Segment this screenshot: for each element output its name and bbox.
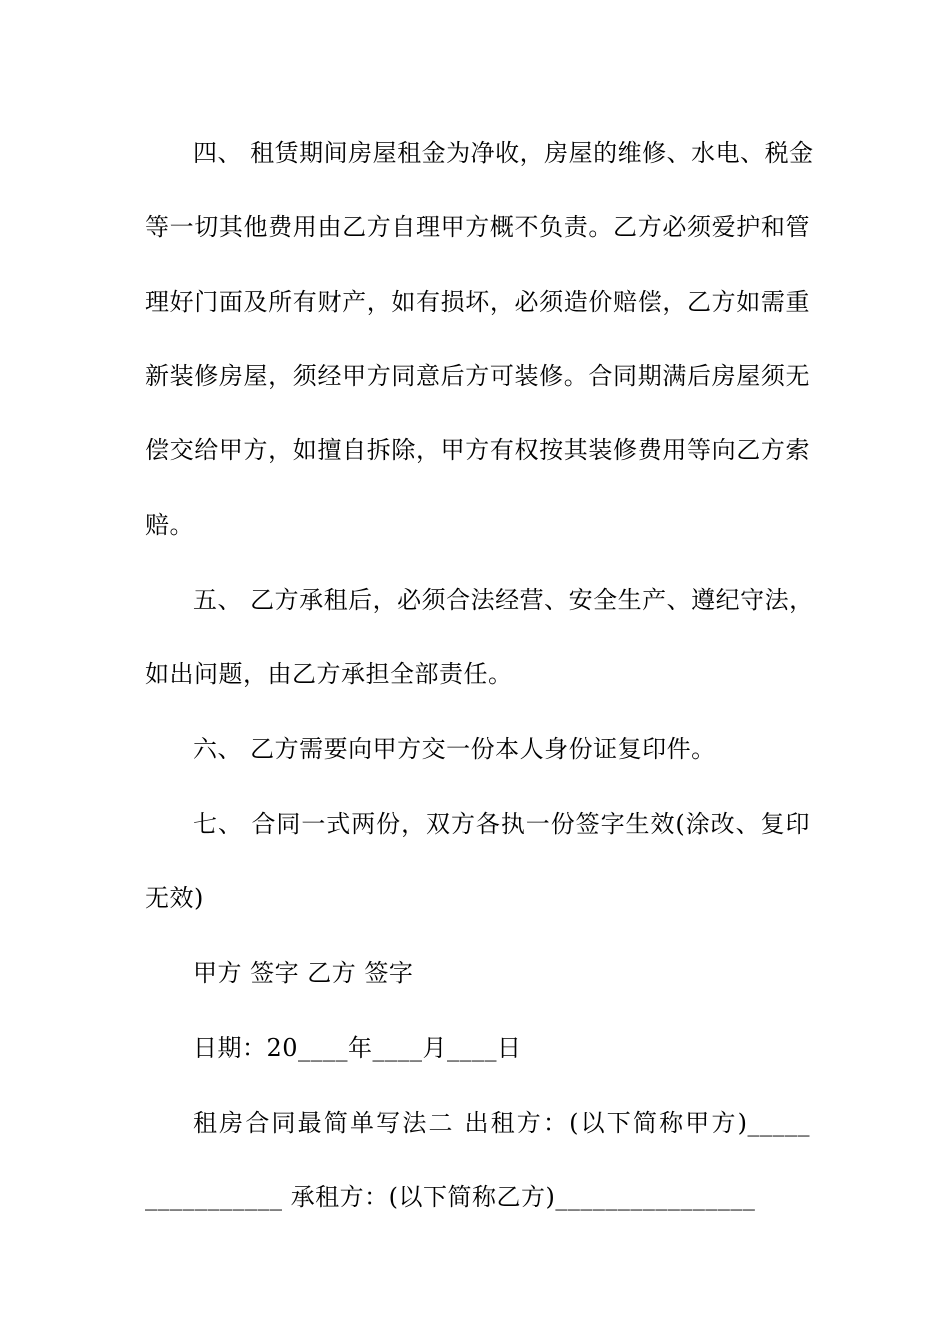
clause-four-line-4: 新装修房屋，须经甲方同意后方可装修。合同期满后房屋须无 <box>145 362 810 390</box>
clause-four-line-1: 四、 租赁期间房屋租金为净收，房屋的维修、水电、税金 <box>193 139 814 167</box>
clause-seven-line-2: 无效) <box>145 884 204 912</box>
date-line: 日期：20____年____月____日 <box>193 1034 522 1062</box>
clause-four-line-3: 理好门面及所有财产，如有损坏，必须造价赔偿，乙方如需重 <box>145 288 810 316</box>
clause-six-line-1: 六、 乙方需要向甲方交一份本人身份证复印件。 <box>193 735 716 763</box>
clause-seven-line-1: 七、 合同一式两份，双方各执一份签字生效(涂改、复印 <box>193 810 810 838</box>
clause-four-line-2: 等一切其他费用由乙方自理甲方概不负责。乙方必须爱护和管 <box>145 213 810 241</box>
contract-two-header-line-2: ___________ 承租方：(以下简称乙方)________________ <box>145 1183 756 1211</box>
clause-four-line-5: 偿交给甲方，如擅自拆除，甲方有权按其装修费用等向乙方索 <box>145 436 810 464</box>
contract-two-header-line-1: 租房合同最简单写法二 出租方：(以下简称甲方)_____ <box>193 1109 810 1137</box>
clause-four-line-6: 赔。 <box>145 511 194 539</box>
clause-five-line-2: 如出问题，由乙方承担全部责任。 <box>145 660 513 688</box>
signature-line: 甲方 签字 乙方 签字 <box>193 959 414 987</box>
clause-five-line-1: 五、 乙方承租后，必须合法经营、安全生产、遵纪守法， <box>193 586 814 614</box>
